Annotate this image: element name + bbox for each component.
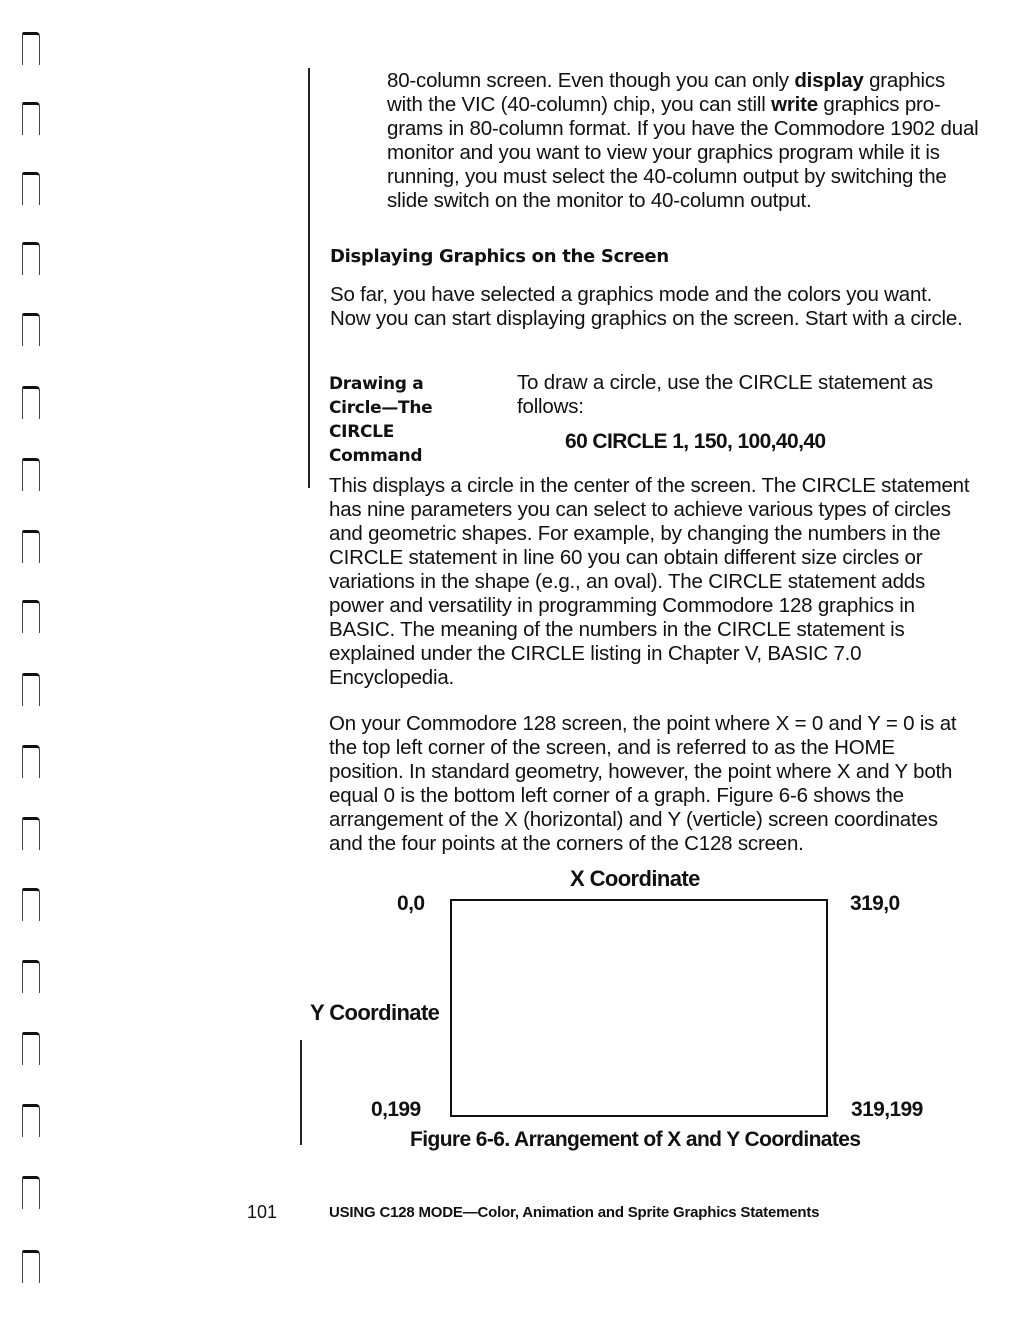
- binder-ring: [22, 600, 40, 633]
- intro-line1-post: graphics: [863, 69, 945, 92]
- margin-rule-top: [308, 68, 310, 488]
- figure-x-label: X Coordinate: [570, 866, 700, 891]
- running-head: [329, 1204, 819, 1221]
- figure-y-label: Y Coordinate: [310, 1000, 440, 1025]
- intro-line2-post: graphics pro-: [817, 93, 941, 116]
- section-paragraph: So far, you have selected a graphics mode and the colors you want. Now you can start displaying graphics on the screen. Start with a circle.: [330, 283, 963, 330]
- side-heading: [329, 372, 509, 468]
- side-heading-line: Drawing a: [329, 374, 424, 394]
- side-heading-line: Command: [329, 446, 423, 466]
- binder-ring: [22, 745, 40, 778]
- section-heading: Displaying Graphics on the Screen: [330, 246, 669, 267]
- intro-write-emphasis: write: [771, 93, 818, 116]
- intro-display-emphasis: display: [794, 69, 864, 92]
- circle-paragraph: This displays a circle in the center of the screen. The CIRCLE statement has nine parameters you can select to achieve various types of circles and geometric shapes. For example, by changing the numbers in the CIRCLE statement in line 60 you can obtain different size circles or variations in the shape (e.g., an oval). The CIRCLE statement adds power and versatility in programming Commodore 128 graphics in BASIC. The meaning of the numbers in the CIRCLE statement is explained under the CIRCLE listing in Chapter V, BASIC 7.0 Encyclopedia.: [329, 474, 970, 689]
- running-head-bold: USING C128 MODE: [329, 1204, 463, 1221]
- circle-code-example: 60 CIRCLE 1, 150, 100,40,40: [565, 430, 826, 453]
- binder-ring: [22, 673, 40, 706]
- binder-ring: [22, 530, 40, 563]
- coords-paragraph: On your Commodore 128 screen, the point where X = 0 and Y = 0 is at the top left corner of the screen, and is referred to as the HOME position. In standard geometry, however, the point where X and Y both equal 0 is the bottom left corner of a graph. Figure 6-6 shows the arrangement of the X (horizontal) and Y (verticle) screen coordinates and the four points at the corners of the C128 screen.: [329, 712, 957, 855]
- binder-ring: [22, 386, 40, 419]
- margin-rule-bottom: [300, 1040, 302, 1145]
- running-head-rest: —Color, Animation and Sprite Graphics Statements: [462, 1204, 820, 1221]
- side-heading-line: Circle—The: [329, 398, 433, 418]
- binder-ring: [22, 102, 40, 135]
- figure-corner-bottom-left: 0,199: [371, 1098, 421, 1121]
- binder-ring: [22, 458, 40, 491]
- binder-ring: [22, 172, 40, 205]
- binder-ring: [22, 1250, 40, 1283]
- binder-ring: [22, 1032, 40, 1065]
- binder-ring: [22, 242, 40, 275]
- binder-ring: [22, 817, 40, 850]
- side-heading-line: CIRCLE: [329, 422, 395, 442]
- intro-line1-pre: 80-column screen. Even though you can only: [387, 69, 795, 92]
- page-number: 101: [247, 1202, 278, 1222]
- binder-ring: [22, 960, 40, 993]
- binder-ring: [22, 313, 40, 346]
- figure-screen-box: [450, 899, 828, 1117]
- binder-ring: [22, 888, 40, 921]
- intro-line2-pre: with the VIC (40-column) chip, you can still: [387, 93, 772, 116]
- binder-ring: [22, 1104, 40, 1137]
- figure-caption: Figure 6-6. Arrangement of X and Y Coordinates: [410, 1128, 861, 1151]
- circle-intro-text: To draw a circle, use the CIRCLE statement as follows:: [517, 371, 933, 418]
- intro-rest: grams in 80-column format. If you have the Commodore 1902 dual monitor and you want to view your graphics program while it is running, you must select the 40-column output by switching the slide switch on the monitor to 40-column output.: [387, 117, 979, 212]
- binder-ring: [22, 32, 40, 65]
- binder-ring: [22, 1176, 40, 1209]
- figure-corner-bottom-right: 319,199: [851, 1098, 923, 1121]
- figure-corner-top-left: 0,0: [397, 892, 425, 915]
- figure-corner-top-right: 319,0: [850, 892, 900, 915]
- intro-paragraph: [387, 69, 987, 213]
